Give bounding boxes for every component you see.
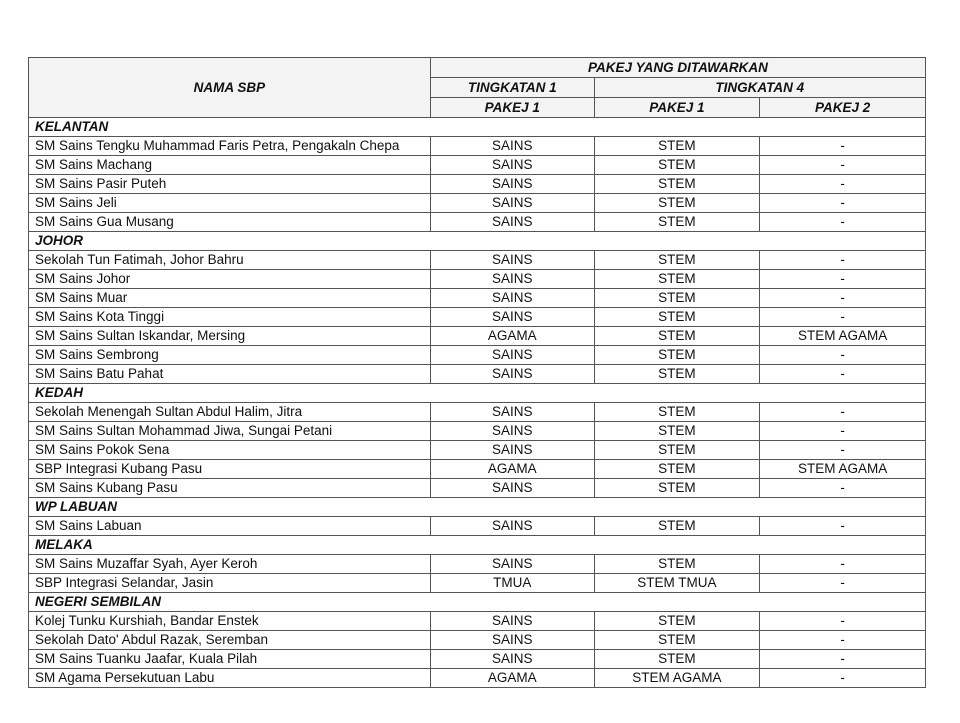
header-pakej-ditawarkan: PAKEJ YANG DITAWARKAN: [430, 58, 925, 78]
tingkatan1-pakej1: SAINS: [430, 137, 594, 156]
tingkatan1-pakej1: SAINS: [430, 251, 594, 270]
table-row: [29, 308, 926, 327]
tingkatan1-pakej1: AGAMA: [430, 327, 594, 346]
table-row: [29, 650, 926, 669]
tingkatan4-pakej1: STEM: [594, 479, 760, 498]
table-row: [29, 365, 926, 384]
school-name: SM Sains Sembrong: [29, 346, 431, 365]
school-name: SBP Integrasi Kubang Pasu: [29, 460, 431, 479]
header-nama-sbp: NAMA SBP: [29, 58, 431, 118]
school-name: SM Agama Persekutuan Labu: [29, 669, 431, 688]
table-row: [29, 612, 926, 631]
tingkatan4-pakej1: STEM: [594, 213, 760, 232]
tingkatan4-pakej2: -: [760, 479, 926, 498]
tingkatan4-pakej2: -: [760, 270, 926, 289]
school-name: SM Sains Labuan: [29, 517, 431, 536]
tingkatan4-pakej1: STEM: [594, 156, 760, 175]
state-row: [29, 384, 926, 403]
tingkatan4-pakej2: -: [760, 289, 926, 308]
tingkatan4-pakej1: STEM: [594, 346, 760, 365]
tingkatan4-pakej1: STEM: [594, 612, 760, 631]
tingkatan1-pakej1: AGAMA: [430, 460, 594, 479]
school-name: SM Sains Sultan Mohammad Jiwa, Sungai Petani: [29, 422, 431, 441]
tingkatan4-pakej1: STEM: [594, 517, 760, 536]
header-tingkatan-4: TINGKATAN 4: [594, 78, 925, 98]
tingkatan1-pakej1: SAINS: [430, 156, 594, 175]
tingkatan4-pakej2: -: [760, 308, 926, 327]
tingkatan1-pakej1: SAINS: [430, 631, 594, 650]
state-name: KELANTAN: [29, 118, 926, 137]
tingkatan4-pakej2: -: [760, 574, 926, 593]
tingkatan4-pakej1: STEM TMUA: [594, 574, 760, 593]
table-row: [29, 479, 926, 498]
tingkatan1-pakej1: SAINS: [430, 289, 594, 308]
state-name: MELAKA: [29, 536, 926, 555]
tingkatan4-pakej2: STEM AGAMA: [760, 327, 926, 346]
table-row: [29, 175, 926, 194]
table-row: [29, 137, 926, 156]
school-name: SM Sains Kubang Pasu: [29, 479, 431, 498]
tingkatan4-pakej2: -: [760, 194, 926, 213]
tingkatan4-pakej2: STEM AGAMA: [760, 460, 926, 479]
tingkatan4-pakej1: STEM: [594, 555, 760, 574]
school-name: SBP Integrasi Selandar, Jasin: [29, 574, 431, 593]
tingkatan4-pakej2: -: [760, 517, 926, 536]
tingkatan4-pakej2: -: [760, 422, 926, 441]
tingkatan4-pakej1: STEM: [594, 308, 760, 327]
school-name: SM Sains Machang: [29, 156, 431, 175]
state-row: [29, 498, 926, 517]
header-t1-pakej-1: PAKEJ 1: [430, 98, 594, 118]
table-row: [29, 251, 926, 270]
school-name: SM Sains Sultan Iskandar, Mersing: [29, 327, 431, 346]
header-t4-pakej-2: PAKEJ 2: [760, 98, 926, 118]
tingkatan4-pakej2: -: [760, 346, 926, 365]
tingkatan4-pakej1: STEM: [594, 460, 760, 479]
tingkatan1-pakej1: SAINS: [430, 650, 594, 669]
school-name: SM Sains Johor: [29, 270, 431, 289]
tingkatan1-pakej1: SAINS: [430, 403, 594, 422]
tingkatan4-pakej1: STEM: [594, 631, 760, 650]
tingkatan4-pakej2: -: [760, 650, 926, 669]
school-name: Sekolah Menengah Sultan Abdul Halim, Jitra: [29, 403, 431, 422]
tingkatan4-pakej1: STEM AGAMA: [594, 669, 760, 688]
tingkatan4-pakej2: -: [760, 365, 926, 384]
tingkatan1-pakej1: SAINS: [430, 441, 594, 460]
school-name: SM Sains Kota Tinggi: [29, 308, 431, 327]
table-row: [29, 517, 926, 536]
tingkatan4-pakej2: -: [760, 251, 926, 270]
state-row: [29, 536, 926, 555]
header-tingkatan-1: TINGKATAN 1: [430, 78, 594, 98]
state-name: JOHOR: [29, 232, 926, 251]
tingkatan1-pakej1: SAINS: [430, 612, 594, 631]
state-row: [29, 232, 926, 251]
table-row: [29, 555, 926, 574]
table-row: [29, 327, 926, 346]
tingkatan4-pakej1: STEM: [594, 289, 760, 308]
tingkatan1-pakej1: SAINS: [430, 365, 594, 384]
tingkatan4-pakej2: -: [760, 555, 926, 574]
state-name: KEDAH: [29, 384, 926, 403]
tingkatan1-pakej1: SAINS: [430, 308, 594, 327]
tingkatan1-pakej1: SAINS: [430, 175, 594, 194]
table-row: [29, 441, 926, 460]
state-row: [29, 593, 926, 612]
table-row: [29, 270, 926, 289]
tingkatan1-pakej1: TMUA: [430, 574, 594, 593]
tingkatan4-pakej2: -: [760, 156, 926, 175]
school-name: Kolej Tunku Kurshiah, Bandar Enstek: [29, 612, 431, 631]
tingkatan1-pakej1: SAINS: [430, 270, 594, 289]
school-name: SM Sains Tengku Muhammad Faris Petra, Pengakaln Chepa: [29, 137, 431, 156]
table-row: [29, 460, 926, 479]
tingkatan4-pakej1: STEM: [594, 365, 760, 384]
state-row: [29, 118, 926, 137]
tingkatan4-pakej1: STEM: [594, 327, 760, 346]
table-row: [29, 156, 926, 175]
table-row: [29, 422, 926, 441]
tingkatan4-pakej2: -: [760, 612, 926, 631]
school-name: SM Sains Muzaffar Syah, Ayer Keroh: [29, 555, 431, 574]
school-name: Sekolah Dato' Abdul Razak, Seremban: [29, 631, 431, 650]
table-row: [29, 194, 926, 213]
tingkatan4-pakej1: STEM: [594, 194, 760, 213]
tingkatan4-pakej1: STEM: [594, 422, 760, 441]
tingkatan4-pakej1: STEM: [594, 270, 760, 289]
tingkatan1-pakej1: SAINS: [430, 555, 594, 574]
tingkatan1-pakej1: SAINS: [430, 213, 594, 232]
tingkatan1-pakej1: SAINS: [430, 194, 594, 213]
tingkatan4-pakej1: STEM: [594, 251, 760, 270]
tingkatan4-pakej1: STEM: [594, 441, 760, 460]
school-name: Sekolah Tun Fatimah, Johor Bahru: [29, 251, 431, 270]
tingkatan4-pakej2: -: [760, 403, 926, 422]
tingkatan4-pakej2: -: [760, 441, 926, 460]
tingkatan1-pakej1: SAINS: [430, 517, 594, 536]
school-name: SM Sains Batu Pahat: [29, 365, 431, 384]
table-row: [29, 289, 926, 308]
tingkatan4-pakej1: STEM: [594, 137, 760, 156]
tingkatan1-pakej1: SAINS: [430, 346, 594, 365]
table-row: [29, 574, 926, 593]
tingkatan1-pakej1: AGAMA: [430, 669, 594, 688]
tingkatan4-pakej1: STEM: [594, 650, 760, 669]
school-name: SM Sains Jeli: [29, 194, 431, 213]
sbp-package-table: [28, 57, 926, 688]
school-name: SM Sains Muar: [29, 289, 431, 308]
tingkatan4-pakej2: -: [760, 669, 926, 688]
school-name: SM Sains Pokok Sena: [29, 441, 431, 460]
tingkatan1-pakej1: SAINS: [430, 422, 594, 441]
state-name: WP LABUAN: [29, 498, 926, 517]
tingkatan1-pakej1: SAINS: [430, 479, 594, 498]
header-t4-pakej-1: PAKEJ 1: [594, 98, 760, 118]
school-name: SM Sains Pasir Puteh: [29, 175, 431, 194]
table-row: [29, 631, 926, 650]
tingkatan4-pakej1: STEM: [594, 175, 760, 194]
tingkatan4-pakej2: -: [760, 213, 926, 232]
tingkatan4-pakej1: STEM: [594, 403, 760, 422]
table-row: [29, 346, 926, 365]
table-row: [29, 213, 926, 232]
table-body: [29, 118, 926, 688]
school-name: SM Sains Tuanku Jaafar, Kuala Pilah: [29, 650, 431, 669]
table-row: [29, 403, 926, 422]
table-row: [29, 669, 926, 688]
tingkatan4-pakej2: -: [760, 175, 926, 194]
tingkatan4-pakej2: -: [760, 137, 926, 156]
state-name: NEGERI SEMBILAN: [29, 593, 926, 612]
tingkatan4-pakej2: -: [760, 631, 926, 650]
school-name: SM Sains Gua Musang: [29, 213, 431, 232]
